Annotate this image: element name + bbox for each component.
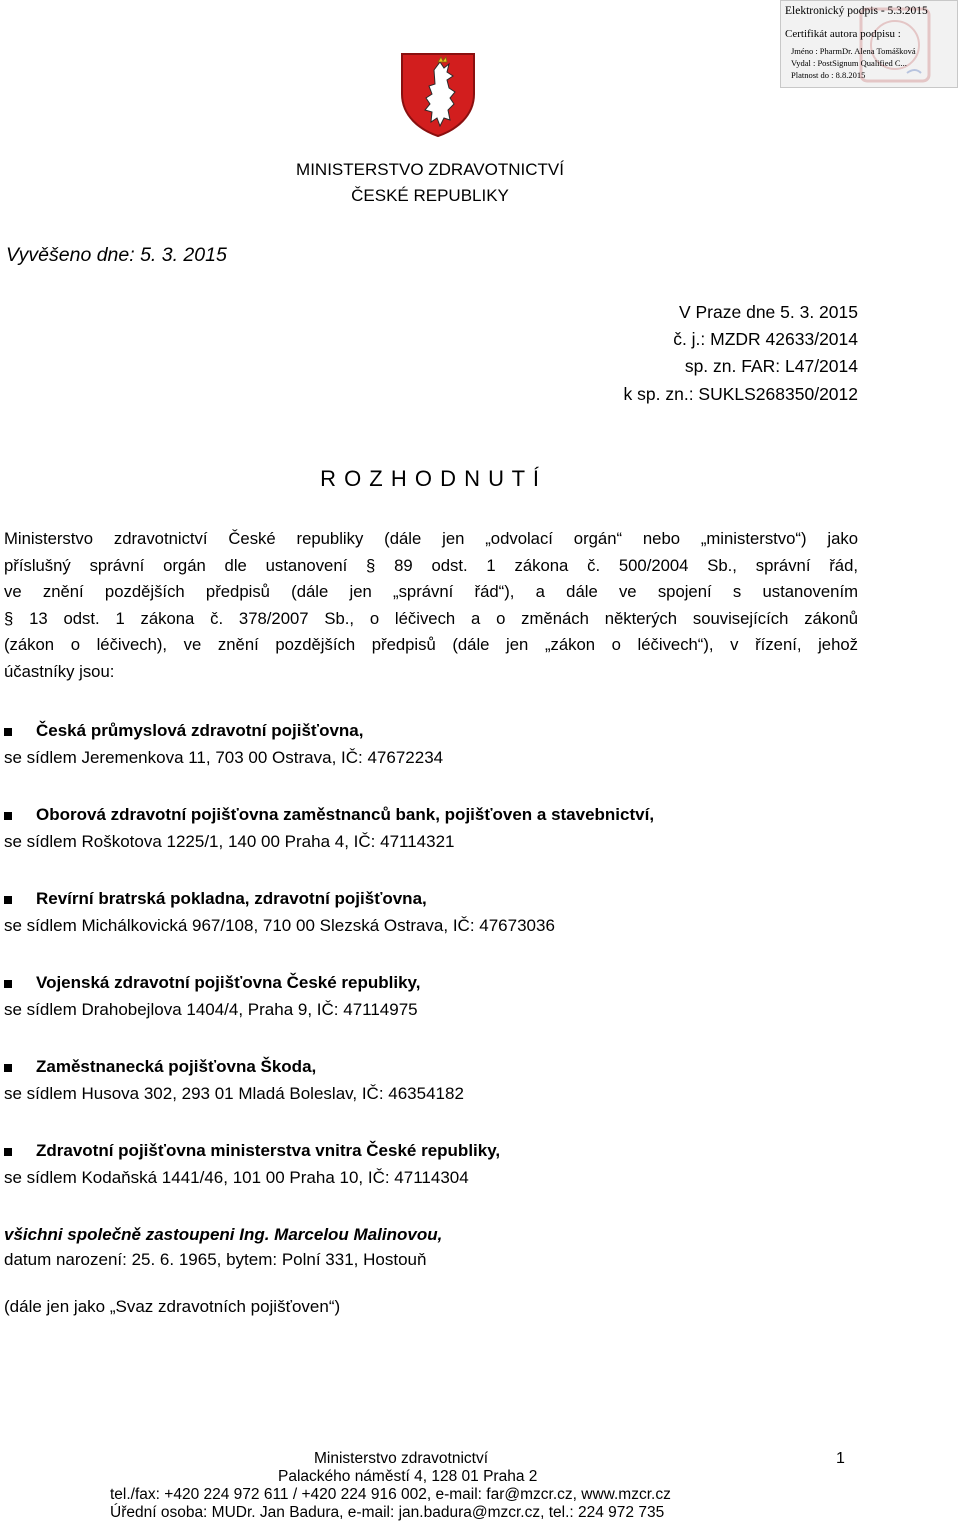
representative-details: datum narození: 25. 6. 1965, bytem: Polní 331, Hostouň <box>4 1250 427 1269</box>
intro-line: (zákon o léčivech), ve znění pozdějších předpisů (dále jen „zákon o léčivech“), v řízení, jehož <box>4 635 858 655</box>
page-number: 1 <box>836 1450 845 1467</box>
coat-of-arms-icon <box>398 50 478 138</box>
reference-case-number: č. j.: MZDR 42633/2014 <box>673 329 858 349</box>
signature-line1: Elektronický podpis - 5.3.2015 <box>785 5 928 17</box>
intro-line: účastníky jsou: <box>4 661 115 681</box>
posted-date: Vyvěšeno dne: 5. 3. 2015 <box>6 244 227 266</box>
signature-box <box>780 0 958 88</box>
participant-name: Česká průmyslová zdravotní pojišťovna, <box>36 721 364 740</box>
footer-contact: tel./fax: +420 224 972 611 / +420 224 916 002, e-mail: far@mzcr.cz, www.mzcr.cz <box>110 1486 671 1503</box>
bullet-icon <box>4 896 12 904</box>
representative-name: Marcelou Malinovou, <box>274 1225 443 1244</box>
footer-ministry: Ministerstvo zdravotnictví <box>314 1450 488 1467</box>
reference-related-file: k sp. zn.: SUKLS268350/2012 <box>623 384 858 404</box>
participant-address: se sídlem Roškotova 1225/1, 140 00 Praha 4, IČ: 47114321 <box>4 832 455 851</box>
signature-issuer: Vydal : PostSignum Qualified C... <box>791 58 907 68</box>
participant-address: se sídlem Kodaňská 1441/46, 101 00 Praha 10, IČ: 47114304 <box>4 1168 469 1187</box>
intro-paragraph <box>4 526 858 686</box>
intro-line: Ministerstvo zdravotnictví České republiky (dále jen „odvolací orgán“ nebo „ministerstvo“) jako <box>4 529 858 548</box>
participant-address: se sídlem Michálkovická 967/108, 710 00 Slezská Ostrava, IČ: 47673036 <box>4 916 555 935</box>
ministry-name-line2: ČESKÉ REPUBLIKY <box>351 186 509 205</box>
decision-title: R O Z H O D N U T Í <box>320 466 540 491</box>
signature-line2: Certifikát autora podpisu : <box>785 28 901 40</box>
reference-date: V Praze dne 5. 3. 2015 <box>678 302 858 322</box>
signature-validity: Platnost do : 8.8.2015 <box>791 70 866 80</box>
footer-official: Úřední osoba: MUDr. Jan Badura, e-mail: jan.badura@mzcr.cz, tel.: 224 972 735 <box>110 1504 665 1521</box>
representative-alias: (dále jen jako „Svaz zdravotních pojišťoven“) <box>4 1297 341 1316</box>
representative-line <box>4 1225 442 1245</box>
bullet-icon <box>4 980 12 988</box>
footer-address: Palackého náměstí 4, 128 01 Praha 2 <box>278 1468 538 1485</box>
participant-address: se sídlem Jeremenkova 11, 703 00 Ostrava, IČ: 47672234 <box>4 748 444 767</box>
participant-name: Revírní bratrská pokladna, zdravotní pojišťovna, <box>36 889 427 908</box>
bullet-icon <box>4 728 12 736</box>
bullet-icon <box>4 1148 12 1156</box>
ministry-name-line1: MINISTERSTVO ZDRAVOTNICTVÍ <box>296 160 564 179</box>
representative-intro: všichni společně zastoupeni Ing. <box>4 1225 275 1244</box>
participant-address: se sídlem Husova 302, 293 01 Mladá Boleslav, IČ: 46354182 <box>4 1084 464 1103</box>
participant-name: Zaměstnanecká pojišťovna Škoda, <box>36 1057 317 1076</box>
participant-name: Vojenská zdravotní pojišťovna České republiky, <box>36 973 421 992</box>
bullet-icon <box>4 1064 12 1072</box>
participant-name: Oborová zdravotní pojišťovna zaměstnanců bank, pojišťoven a stavebnictví, <box>36 805 655 824</box>
intro-line: § 13 odst. 1 zákona č. 378/2007 Sb., o léčivech a o změnách některých souvisejících zákonů <box>4 608 858 628</box>
reference-file-number: sp. zn. FAR: L47/2014 <box>684 356 858 376</box>
participant-name: Zdravotní pojišťovna ministerstva vnitra České republiky, <box>36 1141 501 1160</box>
participant-address: se sídlem Drahobejlova 1404/4, Praha 9, IČ: 47114975 <box>4 1000 418 1019</box>
intro-line: příslušný správní orgán dle ustanovení § 89 odst. 1 zákona č. 500/2004 Sb., správní řád, <box>4 555 858 575</box>
bullet-icon <box>4 812 12 820</box>
intro-line: ve znění pozdějších předpisů (dále jen „správní řád“), a dále ve spojení s ustanovením <box>4 582 858 602</box>
signature-name: Jméno : PharmDr. Alena Tomášková <box>791 46 916 56</box>
